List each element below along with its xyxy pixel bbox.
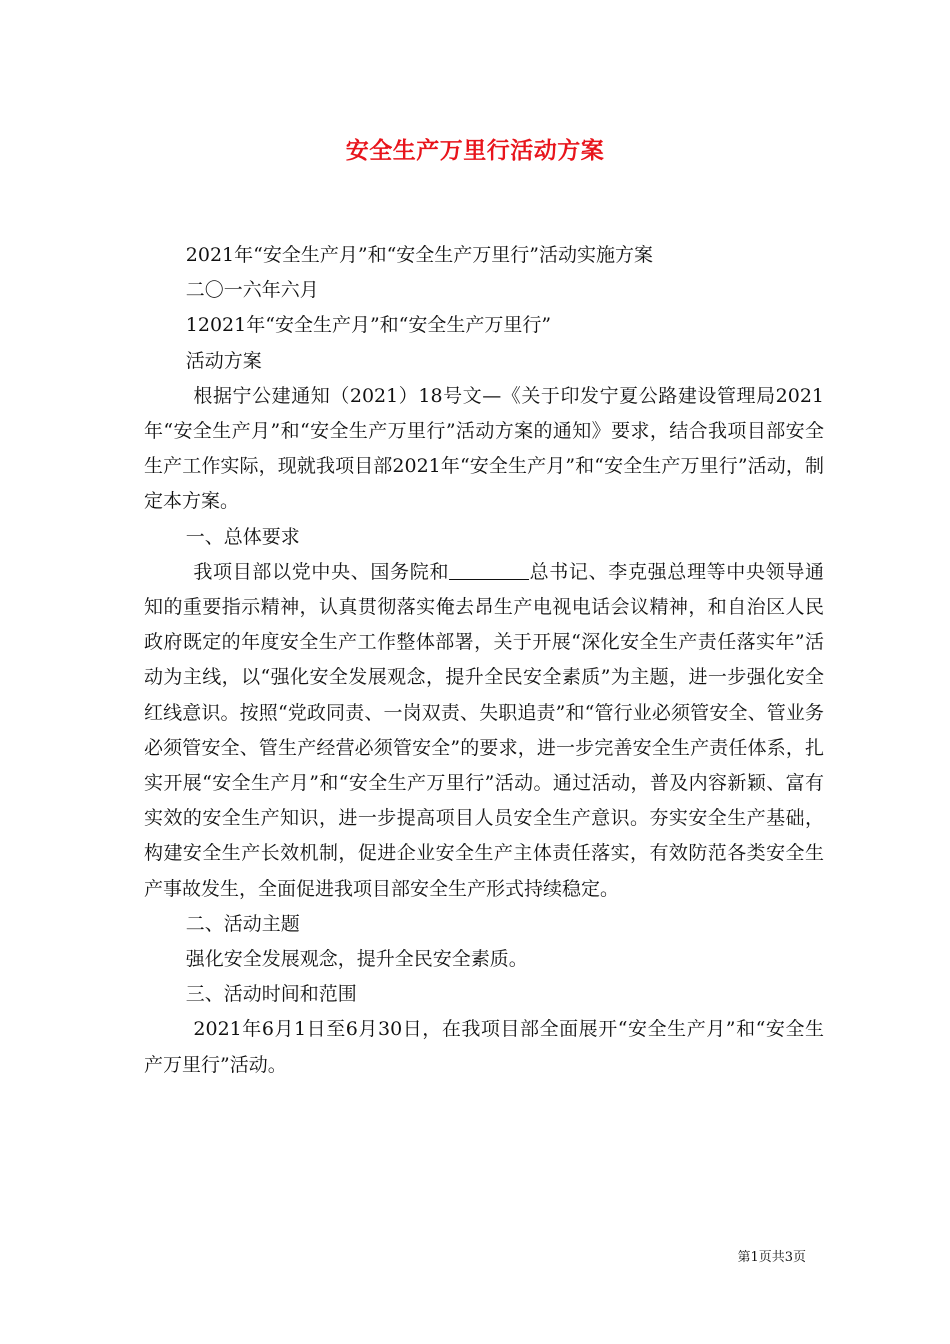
document-title: 安全生产万里行活动方案 — [345, 137, 605, 164]
paragraph-requirements — [144, 555, 824, 907]
section-heading-1: 一、总体要求 — [185, 525, 300, 548]
date-line: 二〇一六年六月 — [185, 279, 319, 302]
paragraph-theme: 强化安全发展观念，提升全民安全素质。 — [185, 948, 528, 971]
paragraph-time-scope: 2021年6月1日至6月30日，在我项目部全面展开“安全生产月”和“安全生产万里行”活动。 — [144, 1018, 824, 1076]
blank-underline — [449, 560, 529, 580]
subtitle-line: 12021年“安全生产月”和“安全生产万里行” — [185, 314, 552, 337]
page-number: 第1页共3页 — [737, 1250, 806, 1265]
section-heading-3: 三、活动时间和范围 — [185, 983, 357, 1006]
section-heading-2: 二、活动主题 — [185, 912, 300, 935]
paragraph-intro: 根据宁公建通知（2021）18号文—《关于印发宁夏公路建设管理局2021年“安全生产月”和“安全生产万里行”活动方案的通知》要求，结合我项目部安全生产工作实际，现就我项目部2021年“安全生产月”和“安全生产万里行”活动，制定本方案。 — [144, 384, 824, 513]
subtitle-line-2: 活动方案 — [185, 349, 262, 372]
document-body — [144, 238, 824, 1083]
paragraph-requirements-rest: 总书记、李克强总理等中央领导通知的重要指示精神，认真贯彻落实俺去昂生产电视电话会议精神，和自治区人民政府既定的年度安全生产工作整体部署，关于开展“深化安全生产责任落实年”活动为主线，以“强化安全发展观念，提升全民安全素质”为主题，进一步强化安全红线意识。按照“党政同责、一岗双责、失职追责”和“管行业必须管安全、管业务必须管安全、管生产经营必须管安全”的要求，进一步完善安全生产责任体系，扎实开展“安全生产月”和“安全生产万里行”活动。通过活动，普及内容新颖、富有实效的安全生产知识，进一步提高项目人员安全生产意识。夯实安全生产基础，构建安全生产长效机制，促进企业安全生产主体责任落实，有效防范各类安全生产事故发生，全面促进我项目部安全生产形式持续稳定。 — [144, 560, 824, 900]
paragraph-requirements-start: 我项目部以党中央、国务院和 — [193, 560, 450, 583]
plan-heading-line: 2021年“安全生产月”和“安全生产万里行”活动实施方案 — [185, 244, 654, 266]
